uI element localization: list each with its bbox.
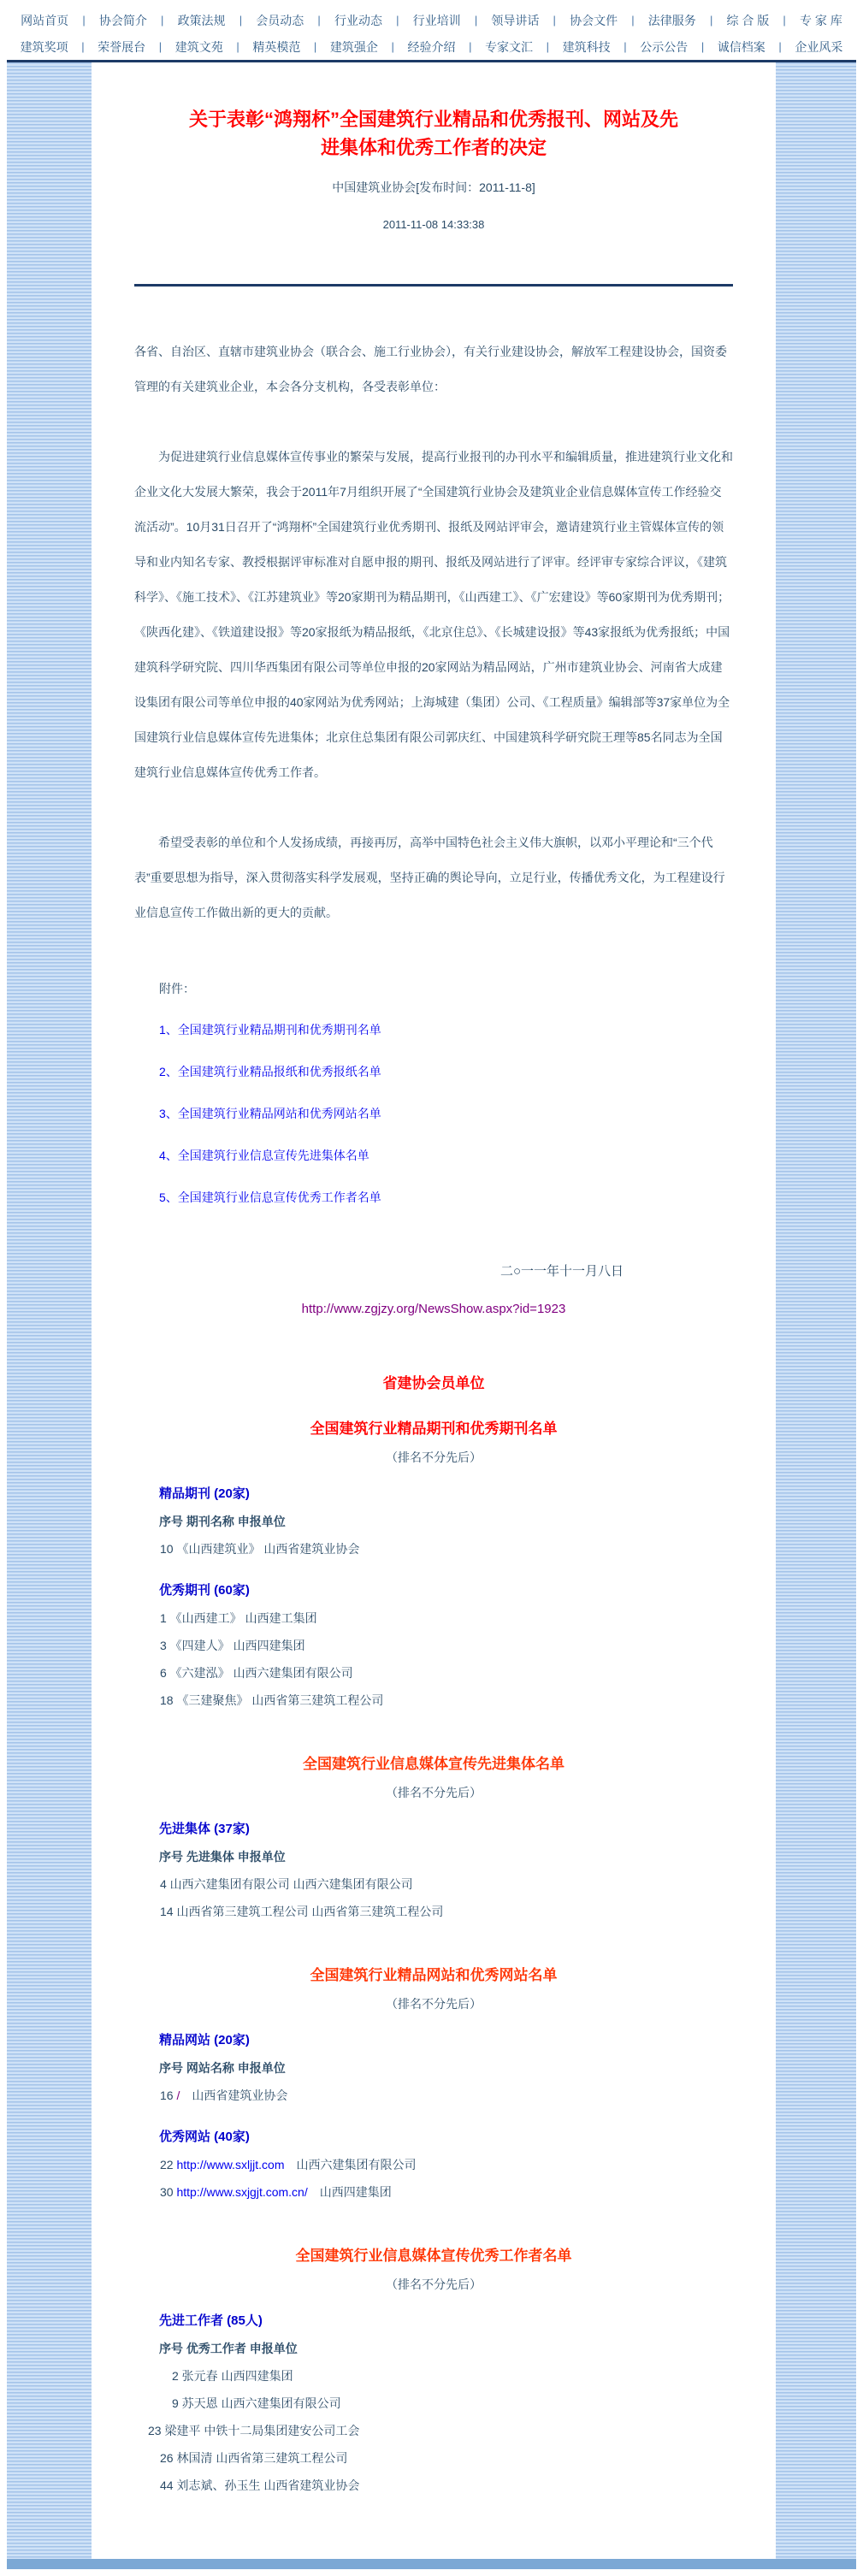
nav-separator: | (391, 40, 394, 53)
nav-separator: | (236, 40, 239, 53)
article-content-column (92, 62, 776, 2559)
award-group (134, 1576, 733, 1714)
list-item-text: 9 苏天恩 山西六建集团有限公司 (148, 2396, 341, 2410)
list-item (148, 2362, 733, 2390)
list-item-text: 6 《六建泓》 山西六建集团有限公司 (148, 1666, 353, 1680)
nav-separator: | (396, 14, 399, 27)
list-item (148, 2151, 733, 2178)
nav-separator: | (631, 14, 635, 27)
section-heading: 全国建筑行业信息媒体宣传优秀工作者名单 (295, 2248, 572, 2264)
award-group (134, 1815, 733, 1925)
inline-link[interactable]: / (176, 2089, 180, 2102)
nav-separator: | (239, 14, 243, 27)
award-section (134, 1753, 733, 1925)
nav-separator: | (317, 14, 321, 27)
nav-link[interactable]: 法律服务 (647, 13, 696, 27)
group-subtitle: 先进工作者 (85人) (159, 2313, 263, 2328)
section-note: （排名不分先后） (386, 1997, 482, 2011)
nav-link[interactable]: 行业动态 (334, 13, 382, 27)
nav-link[interactable]: 建筑强企 (329, 39, 378, 54)
nav-link[interactable]: 公示公告 (640, 39, 689, 54)
list-item (148, 1687, 733, 1714)
list-item-text: 山西六建集团有限公司 (284, 2158, 417, 2171)
nav-link[interactable]: 经验介绍 (407, 39, 456, 54)
article-divider-rule (134, 284, 733, 287)
nav-link[interactable]: 综 合 版 (726, 13, 770, 27)
list-item (148, 2178, 733, 2206)
section-heading: 全国建筑行业精品网站和优秀网站名单 (310, 1967, 558, 1983)
signature-date: 二○一一年十一月八日 (499, 1264, 624, 1279)
nav-link[interactable]: 协会文件 (570, 13, 618, 27)
list-item (148, 2417, 733, 2444)
nav-link[interactable]: 会员动态 (256, 13, 304, 27)
nav-separator: | (546, 40, 550, 53)
award-section (134, 1964, 733, 2206)
nav-separator: | (553, 14, 556, 27)
list-item (148, 2472, 733, 2499)
attachments-label: 附件： (159, 982, 195, 996)
group-subtitle: 优秀期刊 (60家) (159, 1583, 250, 1598)
list-item-text: 30 (148, 2185, 177, 2199)
nav-link[interactable]: 政策法规 (177, 13, 226, 27)
attachment-link[interactable]: 2、全国建筑行业精品报纸和优秀报纸名单 (159, 1065, 381, 1078)
nav-link[interactable]: 专 家 库 (799, 13, 842, 27)
column-header: 序号 先进集体 申报单位 (159, 1850, 286, 1864)
list-item (148, 1870, 733, 1898)
nav-separator: | (474, 14, 478, 27)
section-heading: 全国建筑行业精品期刊和优秀期刊名单 (310, 1421, 558, 1437)
nav-link[interactable]: 企业风采 (795, 39, 843, 54)
nav-separator: | (778, 40, 782, 53)
nav-separator: | (700, 40, 705, 53)
attachments-block (159, 968, 733, 1219)
list-item (148, 2390, 733, 2417)
nav-separator: | (82, 14, 86, 27)
list-item-text: 1 《山西建工》 山西建工集团 (148, 1611, 317, 1625)
sections (134, 1373, 733, 2499)
column-header: 序号 网站名称 申报单位 (159, 2061, 286, 2075)
list-item-text: 16 (148, 2089, 177, 2102)
attachment-link[interactable]: 1、全国建筑行业精品期刊和优秀期刊名单 (159, 1023, 381, 1037)
nav-link[interactable]: 诚信档案 (717, 39, 765, 54)
nav-link[interactable]: 专家文汇 (485, 39, 534, 54)
section-heading: 省建协会员单位 (382, 1375, 485, 1391)
nav-link[interactable]: 建筑奖项 (20, 39, 68, 54)
paragraph: 希望受表彰的单位和个人发扬成绩，再接再厉，高举中国特色社会主义伟大旗帜，以邓小平理论和“三个代表”重要思想为指导，深入贯彻落实科学发展观，坚持正确的舆论导向，立足行业，传播优秀文化，为工程建设行业信息宣传工作做出新的更大的贡献。 (134, 836, 725, 919)
source-url-link[interactable]: http://www.zgjzy.org/NewsShow.aspx?id=1923 (301, 1302, 566, 1316)
nav-row (7, 33, 856, 60)
list-item (148, 1898, 733, 1925)
nav-link[interactable]: 领导讲话 (491, 13, 540, 27)
publish-source-line: 中国建筑业协会[发布时间：2011-11-8] (332, 180, 535, 194)
nav-separator: | (469, 40, 472, 53)
nav-separator: | (313, 40, 317, 53)
footer-bar (7, 2559, 856, 2569)
section-note: （排名不分先后） (386, 1786, 482, 1799)
list-item (148, 1535, 733, 1563)
nav-link[interactable]: 荣誉展台 (98, 39, 146, 54)
nav-separator: | (81, 40, 85, 53)
nav-row (7, 7, 856, 33)
award-section (134, 1373, 733, 1714)
nav-link[interactable]: 网站首页 (21, 13, 69, 27)
award-section (134, 2245, 733, 2499)
group-subtitle: 先进集体 (37家) (159, 1822, 250, 1836)
list-item-text: 山西省建筑业协会 (180, 2089, 288, 2102)
publish-timestamp: 2011-11-08 14:33:38 (382, 218, 485, 231)
nav-separator: | (158, 40, 163, 53)
group-subtitle: 精品期刊 (20家) (159, 1486, 250, 1501)
inline-link[interactable]: http://www.sxjgjt.com.cn/ (176, 2185, 308, 2199)
list-item-text: 2 张元春 山西四建集团 (148, 2369, 293, 2383)
list-item-text: 14 山西省第三建筑工程公司 山西省第三建筑工程公司 (148, 1905, 444, 1918)
nav-link[interactable]: 建筑文苑 (174, 39, 223, 54)
nav-separator: | (624, 40, 627, 53)
attachment-link[interactable]: 4、全国建筑行业信息宣传先进集体名单 (159, 1149, 369, 1162)
list-item (148, 1604, 733, 1632)
nav-link[interactable]: 建筑科技 (562, 39, 611, 54)
nav-separator: | (161, 14, 164, 27)
inline-link[interactable]: http://www.sxljjt.com (176, 2158, 285, 2171)
page-title: 关于表彰“鸿翔杯”全国建筑行业精品和优秀报刊、网站及先进集体和优秀工作者的决定 (188, 109, 678, 158)
award-group (134, 2026, 733, 2109)
award-group (134, 2123, 733, 2206)
list-item-text: 10 《山西建筑业》 山西省建筑业协会 (148, 1542, 360, 1556)
striped-page-background (7, 62, 856, 2559)
nav-link[interactable]: 精英模范 (252, 39, 301, 54)
list-item-text: 44 刘志斌、孙玉生 山西省建筑业协会 (148, 2479, 360, 2492)
list-item-text: 23 梁建平 中铁十二局集团建安公司工会 (148, 2424, 360, 2437)
group-subtitle: 精品网站 (20家) (159, 2033, 250, 2047)
list-item-text: 山西四建集团 (307, 2185, 392, 2199)
list-item-text: 3 《四建人》 山西四建集团 (148, 1639, 305, 1652)
paragraph: 为促进建筑行业信息媒体宣传事业的繁荣与发展，提高行业报刊的办刊水平和编辑质量，推进建筑行业文化和企业文化大发展大繁荣，我会于2011年7月组织开展了“全国建筑行业协会及建筑业企业信息媒体宣传工作经验交流活动”。10月31日召开了“鸿翔杯”全国建筑行业优秀期刊、报纸及网站评审会，邀请建筑行业主管媒体宣传的领导和业内知名专家、教授根据评审标准对自愿申报的期刊、报纸及网站进行了评审。经评审专家综合评议，《建筑科学》、《施工技术》、《江苏建筑业》等20家期刊为精品期刊，《山西建工》、《广宏建设》等60家期刊为优秀期刊；《陕西化建》、《铁道建设报》等20家报纸为精品报纸，《北京住总》、《长城建设报》等43家报纸为优秀报纸；中国建筑科学研究院、四川华西集团有限公司等单位申报的20家网站为精品网站，广州市建筑业协会、河南省大成建设集团有限公司等单位申报的40家网站为优秀网站；上海城建（集团）公司、《工程质量》编辑部等37家单位为全国建筑行业信息媒体宣传先进集体；北京住总集团有限公司郭庆红、中国建筑科学研究院王理等85名同志为全国建筑行业信息媒体宣传优秀工作者。 (134, 450, 733, 779)
award-group (134, 1480, 733, 1563)
section-note: （排名不分先后） (386, 2278, 482, 2291)
award-group (134, 2307, 733, 2499)
list-item (148, 1632, 733, 1659)
nav-link[interactable]: 行业培训 (412, 13, 461, 27)
list-item-text: 18 《三建聚焦》 山西省第三建筑工程公司 (148, 1693, 384, 1707)
top-navigation (7, 7, 856, 60)
attachment-link[interactable]: 3、全国建筑行业精品网站和优秀网站名单 (159, 1107, 381, 1120)
list-item (148, 1659, 733, 1687)
nav-link[interactable]: 协会简介 (98, 13, 147, 27)
list-item-text: 4 山西六建集团有限公司 山西六建集团有限公司 (148, 1877, 413, 1891)
column-header: 序号 期刊名称 申报单位 (159, 1515, 286, 1528)
article-paragraphs (134, 334, 733, 931)
paragraph: 各省、自治区、直辖市建筑业协会（联合会、施工行业协会），有关行业建设协会，解放军工程建设协会，国资委管理的有关建筑业企业，本会各分支机构，各受表彰单位： (134, 345, 727, 393)
group-subtitle: 优秀网站 (40家) (159, 2130, 250, 2144)
list-item (148, 2082, 733, 2109)
attachment-link[interactable]: 5、全国建筑行业信息宣传优秀工作者名单 (159, 1191, 381, 1204)
list-item (148, 2444, 733, 2472)
section-heading: 全国建筑行业信息媒体宣传先进集体名单 (303, 1756, 564, 1772)
attachments-list (159, 1009, 733, 1219)
source-url-line (134, 1302, 733, 1316)
column-header: 序号 优秀工作者 申报单位 (159, 2342, 298, 2355)
nav-separator: | (783, 14, 786, 27)
list-item-text: 26 林国清 山西省第三建筑工程公司 (148, 2451, 348, 2465)
list-item-text: 22 (148, 2158, 177, 2171)
nav-separator: | (709, 14, 713, 27)
section-note: （排名不分先后） (386, 1450, 482, 1464)
